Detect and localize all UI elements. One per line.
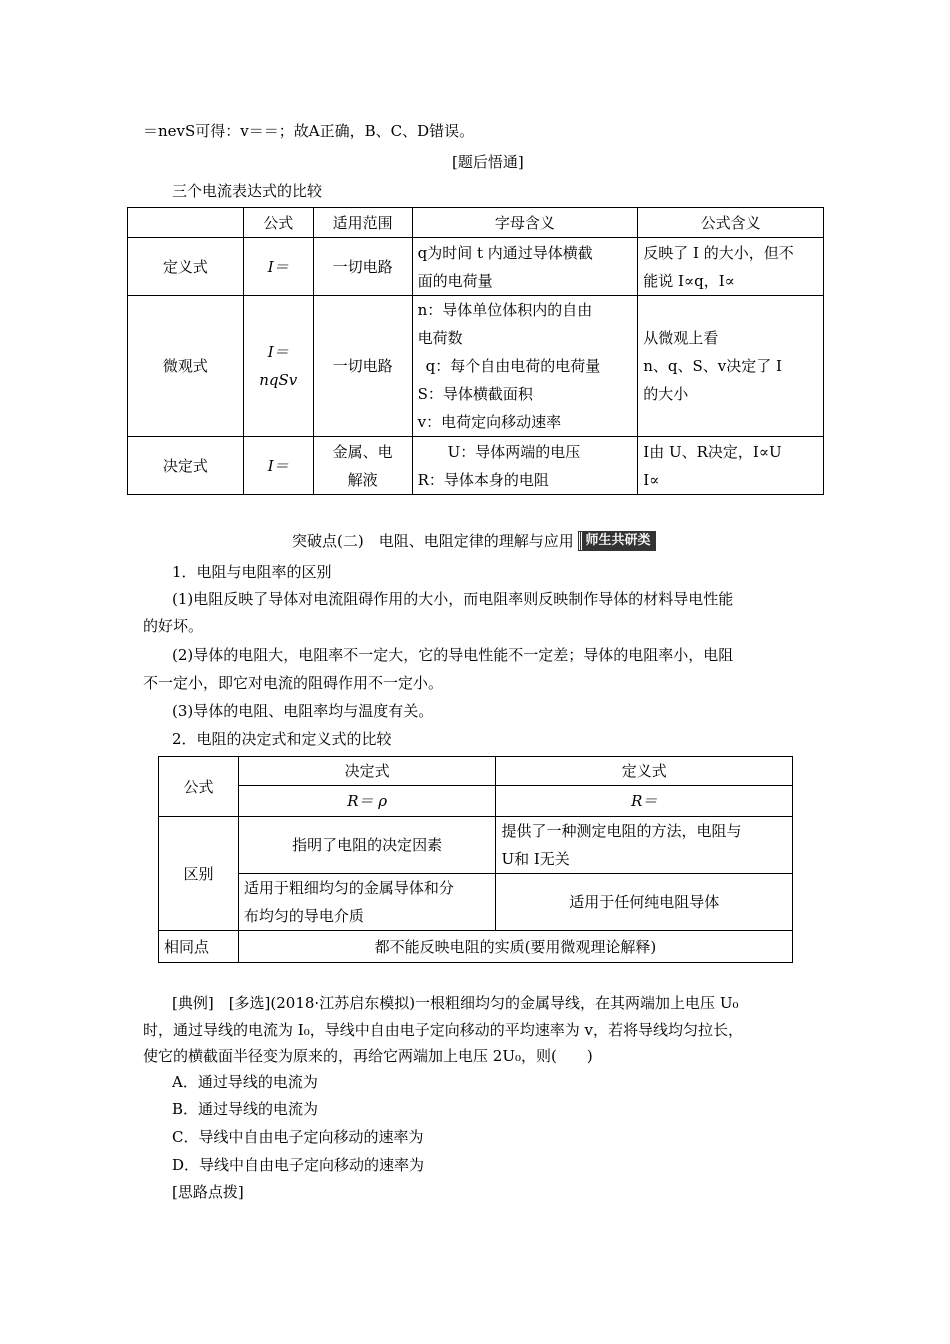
letters-cell: n：导体单位体积内的自由 电荷数 q：每个自由电荷的电荷量 S：导体横截面积 v：电荷定向移动速率	[412, 296, 638, 437]
row-label-cell: 相同点	[159, 931, 239, 963]
row-name-cell: 微观式	[128, 296, 244, 437]
row-label-cell: 公式	[159, 757, 239, 817]
formula-cell: I＝	[243, 437, 313, 495]
table-row	[159, 786, 793, 817]
option-b: B．通过导线的电流为	[172, 1100, 319, 1118]
table-header-cell: 适用范围	[313, 208, 412, 238]
table-cell: 适用于任何纯电阻导体	[496, 874, 793, 931]
option-c: C．导线中自由电子定向移动的速率为	[172, 1128, 424, 1146]
letters-cell: q为时间 t 内通过导体横截 面的电荷量	[412, 238, 638, 296]
table-header-cell: 公式	[243, 208, 313, 238]
paragraph: (3)导体的电阻、电阻率均与温度有关。	[172, 702, 434, 720]
table-header-cell: 字母含义	[412, 208, 638, 238]
example-line: 时，通过导线的电流为 I₀，导线中自由电子定向移动的平均速率为 v，若将导线均匀拉长，	[143, 1021, 743, 1039]
scope-cell: 一切电路	[313, 238, 412, 296]
paragraph: (1)电阻反映了导体对电流阻碍作用的大小，而电阻率则反映制作导体的材料导电性能	[172, 590, 734, 608]
table-cell: 都不能反映电阻的实质(要用微观理论解释)	[238, 931, 792, 963]
section-title-text: 突破点(二) 电阻、电阻定律的理解与应用	[292, 532, 574, 550]
category-badge: 师生共研类	[579, 532, 655, 550]
table-cell: 指明了电阻的决定因素	[238, 817, 496, 874]
hint-label: [思路点拨]	[172, 1183, 244, 1201]
table-row	[159, 817, 793, 874]
table-header-cell: 公式含义	[638, 208, 824, 238]
row-name-cell: 定义式	[128, 238, 244, 296]
section-title	[292, 531, 655, 551]
current-formula-table	[127, 207, 824, 495]
formula-cell: I＝ nqSv	[243, 296, 313, 437]
paragraph: (2)导体的电阻大，电阻率不一定大，它的导电性能不一定差；导体的电阻率小，电阻	[172, 646, 734, 664]
example-line: [典例] [多选](2018·江苏启东模拟)一根粗细均匀的金属导线，在其两端加上电压 U₀	[172, 994, 739, 1012]
scope-cell: 金属、电 解液	[313, 437, 412, 495]
table-row	[128, 296, 824, 437]
option-a: A．通过导线的电流为	[172, 1073, 318, 1091]
table-row	[128, 437, 824, 495]
example-line: 使它的横截面半径变为原来的，再给它两端加上电压 2U₀，则( )	[143, 1047, 593, 1065]
table-row	[159, 757, 793, 786]
formula-cell: R＝ ρ	[238, 786, 496, 817]
table-row	[128, 238, 824, 296]
paragraph: 不一定小，即它对电流的阻碍作用不一定小。	[143, 674, 444, 692]
resistance-formula-table	[158, 756, 793, 963]
meaning-cell: 反映了 I 的大小，但不 能说 I∝q，I∝	[638, 238, 824, 296]
table-header-cell: 定义式	[496, 757, 793, 786]
paragraph: 2．电阻的决定式和定义式的比较	[172, 730, 392, 748]
scope-cell: 一切电路	[313, 296, 412, 437]
meaning-cell: 从微观上看 n、q、S、v决定了 I 的大小	[638, 296, 824, 437]
table-cell: 适用于粗细均匀的金属导体和分 布均匀的导电介质	[238, 874, 496, 931]
solution-line: ＝nevS可得：v＝＝；故A正确，B、C、D错误。	[143, 122, 475, 140]
paragraph: 1．电阻与电阻率的区别	[172, 563, 332, 581]
table-header-cell: 决定式	[238, 757, 496, 786]
table1-header-row	[128, 208, 824, 238]
meaning-cell: I由 U、R决定，I∝U I∝	[638, 437, 824, 495]
table-row	[159, 874, 793, 931]
section-heading: [题后悟通]	[452, 153, 524, 171]
formula-cell: I＝	[243, 238, 313, 296]
formula-cell: R＝	[496, 786, 793, 817]
row-label-cell: 区别	[159, 817, 239, 931]
letters-cell: U：导体两端的电压 R：导体本身的电阻	[412, 437, 638, 495]
option-d: D．导线中自由电子定向移动的速率为	[172, 1156, 425, 1174]
table1-caption: 三个电流表达式的比较	[172, 182, 323, 200]
row-name-cell: 决定式	[128, 437, 244, 495]
table-row	[159, 931, 793, 963]
table-cell: 提供了一种测定电阻的方法，电阻与 U和 I无关	[496, 817, 793, 874]
paragraph: 的好坏。	[143, 617, 204, 635]
table-header-cell	[128, 208, 244, 238]
